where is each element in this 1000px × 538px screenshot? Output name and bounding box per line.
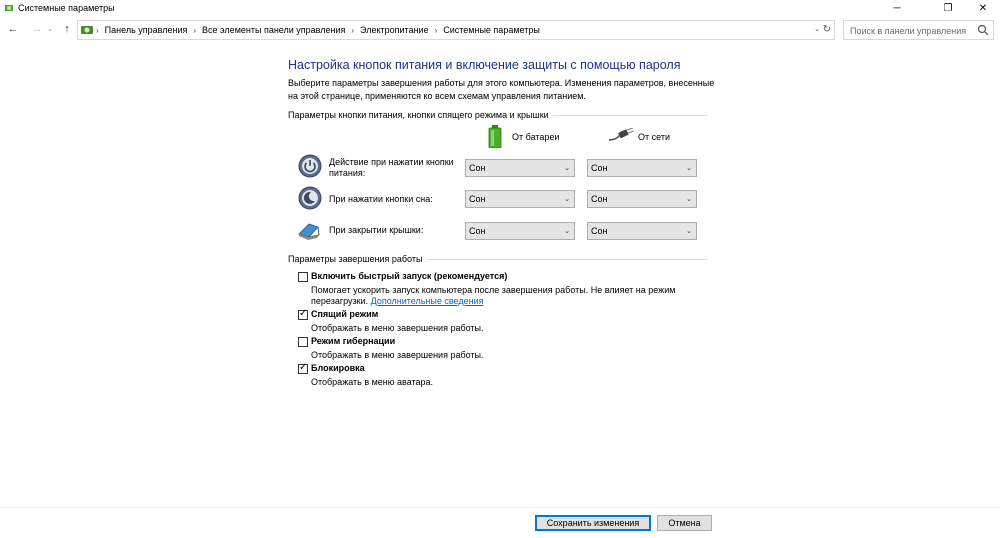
battery-icon <box>488 125 502 148</box>
control-panel-icon <box>80 24 94 36</box>
page-description: Выберите параметры завершения работы для этого компьютера. Изменения параметров, внесенные на этой странице, применяются ко всем схемам управления питанием. <box>288 78 715 101</box>
address-bar[interactable] <box>77 20 835 40</box>
lid-close-action-label: При закрытии крышки: <box>329 225 424 235</box>
fast-startup-checkbox[interactable] <box>298 272 308 282</box>
select-value: Сон <box>469 226 486 236</box>
column-battery-label: От батареи <box>512 132 560 142</box>
more-info-link[interactable]: Дополнительные сведения <box>370 296 484 306</box>
hibernate-label[interactable]: Режим гибернации <box>311 336 396 346</box>
navigation-bar <box>0 19 1000 41</box>
sleep-description: Отображать в меню завершения работы. <box>311 323 484 333</box>
maximize-button[interactable]: ❐ <box>943 2 953 14</box>
fast-startup-description-line2: перезагрузки. Дополнительные сведения <box>311 296 484 306</box>
forward-arrow-icon[interactable]: → <box>31 23 43 35</box>
breadcrumb-separator-icon: › <box>193 25 197 35</box>
power-buttons-section-heading: Параметры кнопки питания, кнопки спящего режима и крышки <box>288 110 553 120</box>
footer-divider <box>0 507 1000 508</box>
hibernate-checkbox[interactable] <box>298 337 308 347</box>
search-placeholder: Поиск в панели управления <box>850 26 967 36</box>
chevron-down-icon: ⌄ <box>686 196 692 203</box>
back-arrow-icon[interactable]: ← <box>7 23 19 35</box>
lock-description: Отображать в меню аватара. <box>311 377 434 387</box>
fast-startup-description-line1: Помогает ускорить запуск компьютера после завершения работы. Не влияет на режим <box>311 285 676 295</box>
laptop-lid-icon <box>297 218 321 242</box>
breadcrumb-control-panel[interactable]: Панель управления <box>104 25 188 35</box>
lid-close-plugged-select[interactable] <box>587 222 697 240</box>
power-button-battery-select[interactable] <box>465 159 575 177</box>
sleep-button-icon <box>298 186 322 210</box>
power-plug-icon <box>608 128 634 142</box>
up-arrow-icon[interactable]: ↑ <box>64 23 70 35</box>
sleep-button-battery-select[interactable] <box>465 190 575 208</box>
column-plugged-label: От сети <box>638 132 670 142</box>
lock-label[interactable]: Блокировка <box>311 363 365 373</box>
chevron-down-icon: ⌄ <box>564 228 570 235</box>
search-icon[interactable] <box>977 24 989 36</box>
breadcrumb-all-items[interactable]: Все элементы панели управления <box>202 25 346 35</box>
sleep-button-action-label: При нажатии кнопки сна: <box>329 194 433 204</box>
refresh-icon[interactable]: ↻ <box>822 24 831 35</box>
select-value: Сон <box>591 194 608 204</box>
chevron-down-icon: ⌄ <box>564 196 570 203</box>
chevron-down-icon: ⌄ <box>686 228 692 235</box>
power-button-action-label-line2: питания: <box>329 168 366 178</box>
power-button-icon <box>298 154 322 178</box>
cancel-button[interactable]: Отмена <box>657 515 712 531</box>
select-value: Сон <box>591 226 608 236</box>
lid-close-battery-select[interactable] <box>465 222 575 240</box>
breadcrumb-system-settings[interactable]: Системные параметры <box>443 25 540 35</box>
select-value: Сон <box>469 163 486 173</box>
check-mark-icon: ✓ <box>299 308 308 319</box>
power-button-action-label-line1: Действие при нажатии кнопки <box>329 157 454 167</box>
power-button-plugged-select[interactable] <box>587 159 697 177</box>
breadcrumb-power-options[interactable]: Электропитание <box>360 25 429 35</box>
sleep-button-plugged-select[interactable] <box>587 190 697 208</box>
sleep-checkbox[interactable] <box>298 310 308 320</box>
chevron-down-icon: ⌄ <box>686 165 692 172</box>
address-dropdown-icon[interactable]: ⌄ <box>814 26 820 33</box>
lock-checkbox[interactable] <box>298 364 308 374</box>
recent-locations-chevron-icon[interactable]: ⌄ <box>47 26 53 33</box>
select-value: Сон <box>469 194 486 204</box>
title-bar <box>0 0 1000 16</box>
window-title: Системные параметры <box>18 3 115 13</box>
page-title: Настройка кнопок питания и включение защиты с помощью пароля <box>288 58 681 72</box>
breadcrumb-separator-icon: › <box>96 25 99 35</box>
control-panel-icon <box>4 3 14 13</box>
breadcrumb-separator-icon: › <box>434 25 438 35</box>
breadcrumb-separator-icon: › <box>351 25 355 35</box>
hibernate-description: Отображать в меню завершения работы. <box>311 350 484 360</box>
close-button[interactable]: ✕ <box>978 2 988 14</box>
chevron-down-icon: ⌄ <box>564 165 570 172</box>
shutdown-section-heading: Параметры завершения работы <box>288 254 426 264</box>
save-changes-button[interactable]: Сохранить изменения <box>535 515 651 531</box>
check-mark-icon: ✓ <box>299 362 308 373</box>
select-value: Сон <box>591 163 608 173</box>
minimize-button[interactable]: ─ <box>893 2 901 14</box>
sleep-label[interactable]: Спящий режим <box>311 309 379 319</box>
search-box[interactable] <box>843 20 994 40</box>
fast-startup-label[interactable]: Включить быстрый запуск (рекомендуется) <box>311 271 508 281</box>
